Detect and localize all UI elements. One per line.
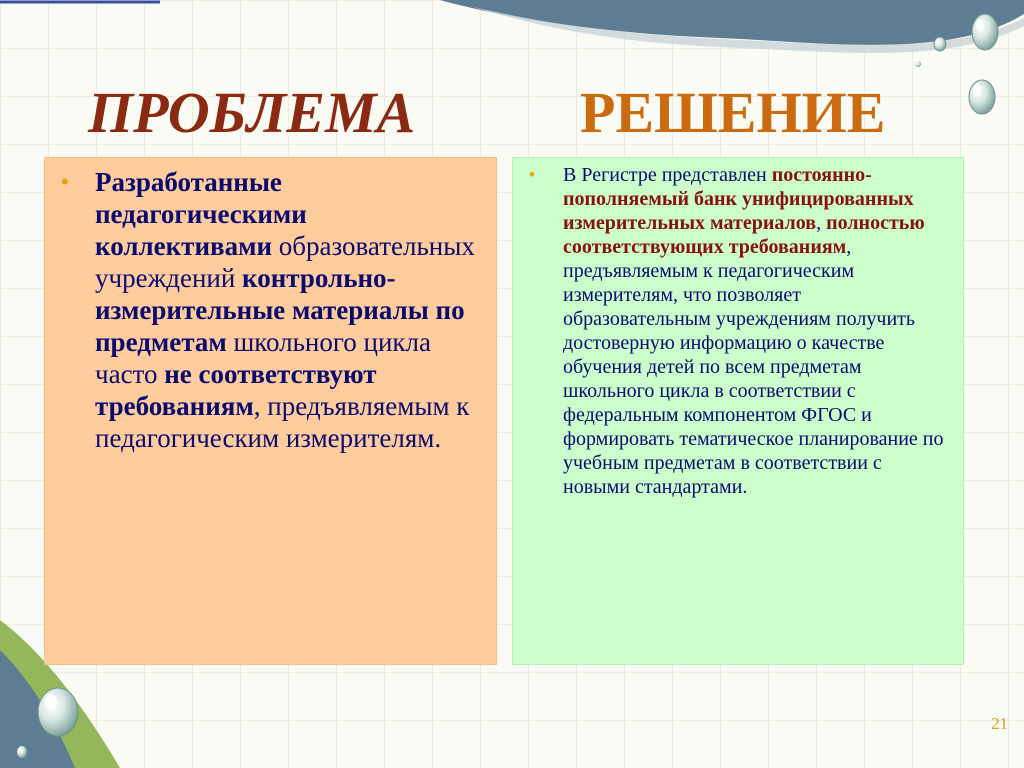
page-number: 21 — [991, 714, 1008, 733]
water-droplet-icon — [915, 61, 921, 67]
water-droplet-icon — [17, 746, 27, 758]
problem-heading: ПРОБЛЕМА — [88, 80, 416, 145]
solution-text-bold: постоянно-пополняемый банк унифицированных измерительных материалов — [563, 164, 914, 234]
solution-bullet-item — [527, 163, 949, 499]
solution-heading: РЕШЕНИЕ — [580, 80, 886, 145]
solution-text-regular: , — [816, 212, 827, 234]
problem-text-bold: не соответствуют требованиям — [95, 359, 377, 421]
water-droplet-icon — [934, 37, 946, 51]
solution-text-regular: В Регистре представлен — [563, 164, 772, 186]
problem-panel — [44, 157, 497, 665]
problem-bullet-item — [59, 166, 482, 454]
top-wave-band — [440, 0, 1024, 45]
solution-text-bold: полностью соответствующих требованиям — [563, 212, 925, 258]
solution-text-regular: , предъявляемым к педагогическим измерителям, что позволяет образовательным учреждениям получить достоверную информацию о качестве обучения детей по всем предметам школьного цикла в соответствии с федеральным компонентом ФГОС и формировать тематическое планирование по учебным предметам в соответствии с новыми стандартами. — [563, 236, 944, 498]
bottom-left-wave-band — [0, 650, 75, 768]
solution-panel — [512, 157, 964, 665]
water-droplet-icon — [969, 80, 995, 114]
problem-text — [95, 166, 482, 454]
problem-text-regular: , предъявляемым к педагогическим измерителям. — [95, 391, 470, 453]
problem-text-bold: Разработанные педагогическими коллективами — [95, 167, 307, 261]
top-wave-band-shadow — [470, 6, 1024, 53]
problem-text-regular: образовательных учреждений — [95, 231, 475, 293]
problem-text-regular: школьного цикла часто — [95, 327, 432, 389]
bullet-icon: • — [61, 169, 69, 194]
solution-text — [563, 163, 949, 499]
water-droplet-icon — [972, 14, 998, 50]
problem-text-bold: контрольно-измерительные материалы по предметам — [95, 263, 465, 357]
water-droplet-icon — [38, 688, 78, 736]
bullet-icon: • — [529, 165, 535, 184]
